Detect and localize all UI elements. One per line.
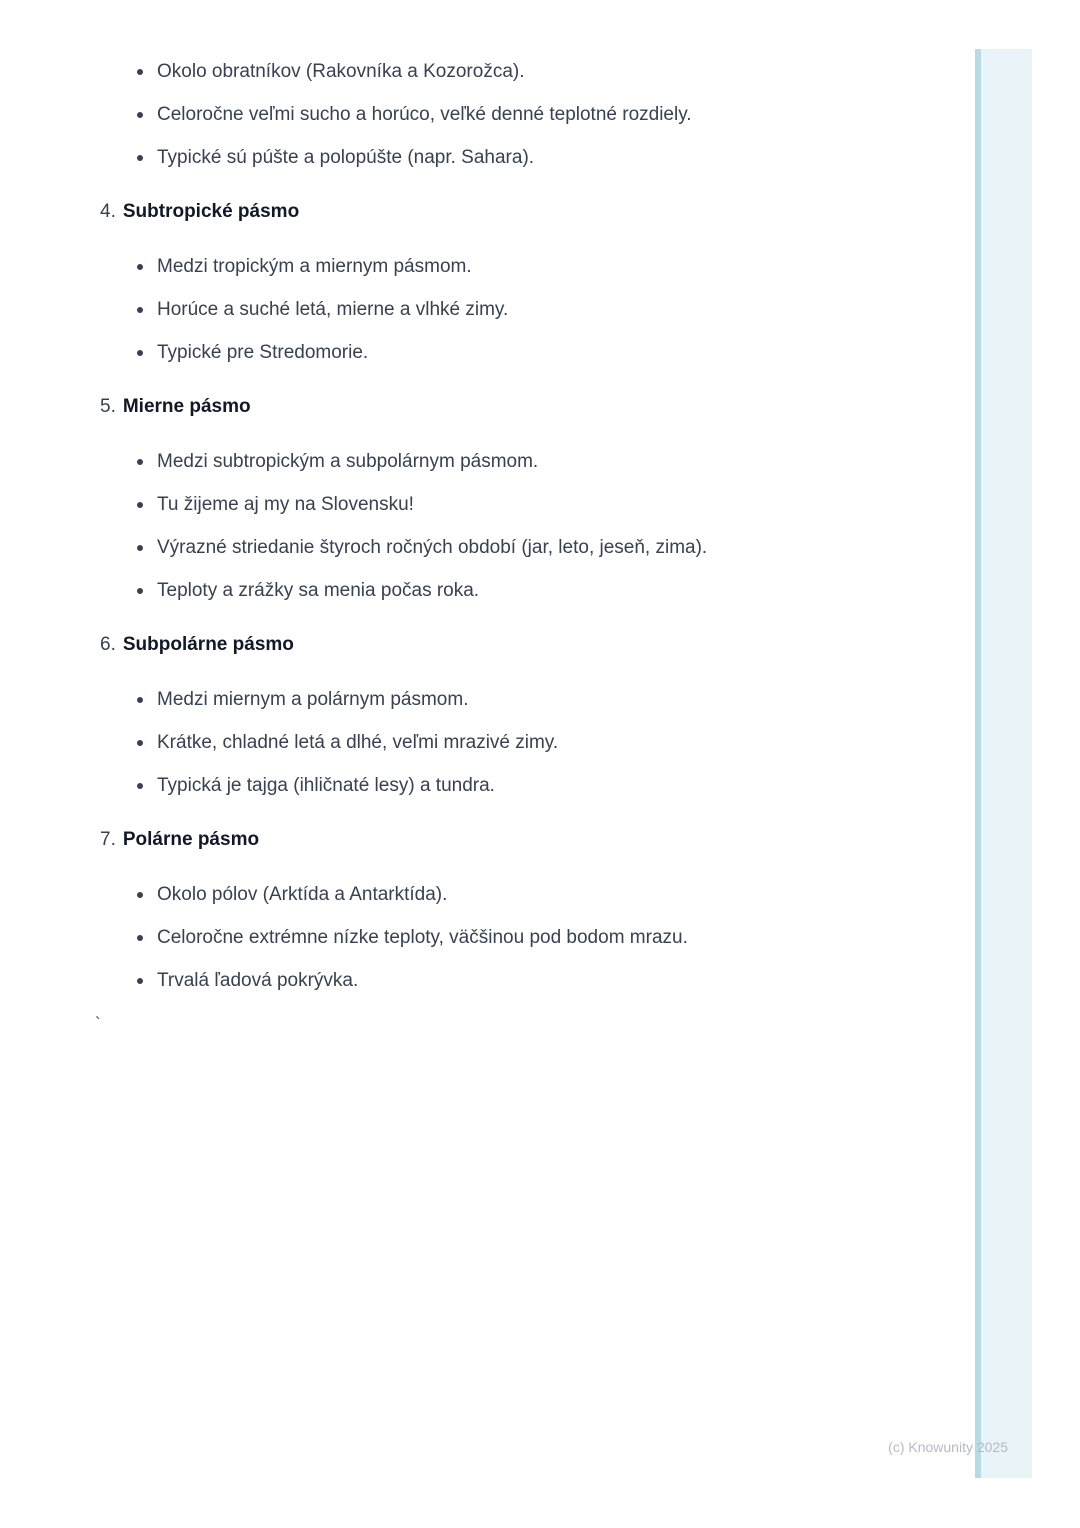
- section-heading: [100, 189, 890, 255]
- section-title: Subpolárne pásmo: [122, 634, 294, 655]
- bullet-text: Celoročne extrémne nízke teploty, väčšinou pod bodom mrazu.: [157, 927, 688, 948]
- section-title: Mierne pásmo: [122, 396, 251, 417]
- bullet-dot-icon: [137, 740, 143, 746]
- bullet-text: Typické sú púšte a polopúšte (napr. Sahara).: [157, 147, 535, 168]
- list-item: [100, 579, 890, 603]
- list-item: [100, 774, 890, 798]
- list-item: [100, 536, 890, 560]
- list-item: [100, 969, 890, 993]
- section-title: Subtropické pásmo: [122, 201, 300, 222]
- bullet-dot-icon: [137, 264, 143, 270]
- list-item: [100, 60, 890, 84]
- section-bullet-list: [100, 255, 890, 365]
- list-item: [100, 450, 890, 474]
- list-item: [100, 688, 890, 712]
- list-item: [100, 926, 890, 950]
- bullet-dot-icon: [137, 307, 143, 313]
- bullet-dot-icon: [137, 350, 143, 356]
- section-number: 6.: [100, 634, 116, 655]
- bullet-dot-icon: [137, 112, 143, 118]
- notes-content: [95, 60, 890, 1036]
- section-heading: [100, 817, 890, 883]
- section-number: 4.: [100, 201, 116, 222]
- bullet-dot-icon: [137, 697, 143, 703]
- bullet-text: Medzi tropickým a miernym pásmom.: [157, 256, 472, 277]
- bullet-text: Typické pre Stredomorie.: [157, 342, 369, 363]
- bullet-dot-icon: [137, 69, 143, 75]
- section-bullet-list: [100, 450, 890, 603]
- list-item: [100, 731, 890, 755]
- bullet-dot-icon: [137, 502, 143, 508]
- bullet-dot-icon: [137, 783, 143, 789]
- bullet-text: Typická je tajga (ihličnaté lesy) a tundra.: [157, 775, 495, 796]
- bullet-text: Výrazné striedanie štyroch ročných období (jar, leto, jeseň, zima).: [157, 537, 708, 558]
- intro-bullet-list: [100, 60, 890, 170]
- section-bullet-list: [100, 688, 890, 798]
- section-mierne-pasmo: [100, 384, 890, 603]
- bullet-text: Trvalá ľadová pokrývka.: [157, 970, 359, 991]
- bullet-text: Okolo obratníkov (Rakovníka a Kozorožca).: [157, 61, 525, 82]
- bullet-text: Medzi subtropickým a subpolárnym pásmom.: [157, 451, 539, 472]
- section-subtropicke-pasmo: [100, 189, 890, 365]
- section-bullet-list: [100, 883, 890, 993]
- section-title: Polárne pásmo: [122, 829, 260, 850]
- bullet-text: Okolo pólov (Arktída a Antarktída).: [157, 884, 448, 905]
- section-heading: [100, 622, 890, 688]
- section-subpolarne-pasmo: [100, 622, 890, 798]
- list-item: [100, 298, 890, 322]
- bullet-dot-icon: [137, 459, 143, 465]
- list-item: [100, 103, 890, 127]
- stray-backtick: `: [95, 1014, 101, 1033]
- bullet-text: Krátke, chladné letá a dlhé, veľmi mrazivé zimy.: [157, 732, 559, 753]
- bullet-dot-icon: [137, 892, 143, 898]
- list-item: [100, 883, 890, 907]
- bullet-text: Horúce a suché letá, mierne a vlhké zimy.: [157, 299, 509, 320]
- bullet-dot-icon: [137, 935, 143, 941]
- section-number: 7.: [100, 829, 116, 850]
- bullet-dot-icon: [137, 978, 143, 984]
- list-item: [100, 493, 890, 517]
- bullet-text: Teploty a zrážky sa menia počas roka.: [157, 580, 480, 601]
- list-item: [100, 341, 890, 365]
- list-item: [100, 255, 890, 279]
- section-polarne-pasmo: [100, 817, 890, 993]
- bullet-dot-icon: [137, 155, 143, 161]
- copyright-footer: (c) Knowunity 2025: [888, 1439, 1008, 1455]
- list-item: [100, 146, 890, 170]
- bullet-text: Celoročne veľmi sucho a horúco, veľké denné teplotné rozdiely.: [157, 104, 692, 125]
- bullet-dot-icon: [137, 545, 143, 551]
- section-number: 5.: [100, 396, 116, 417]
- bullet-text: Medzi miernym a polárnym pásmom.: [157, 689, 469, 710]
- section-heading: [100, 384, 890, 450]
- bullet-dot-icon: [137, 588, 143, 594]
- right-accent-stripe: [975, 49, 1032, 1478]
- bullet-text: Tu žijeme aj my na Slovensku!: [157, 494, 414, 515]
